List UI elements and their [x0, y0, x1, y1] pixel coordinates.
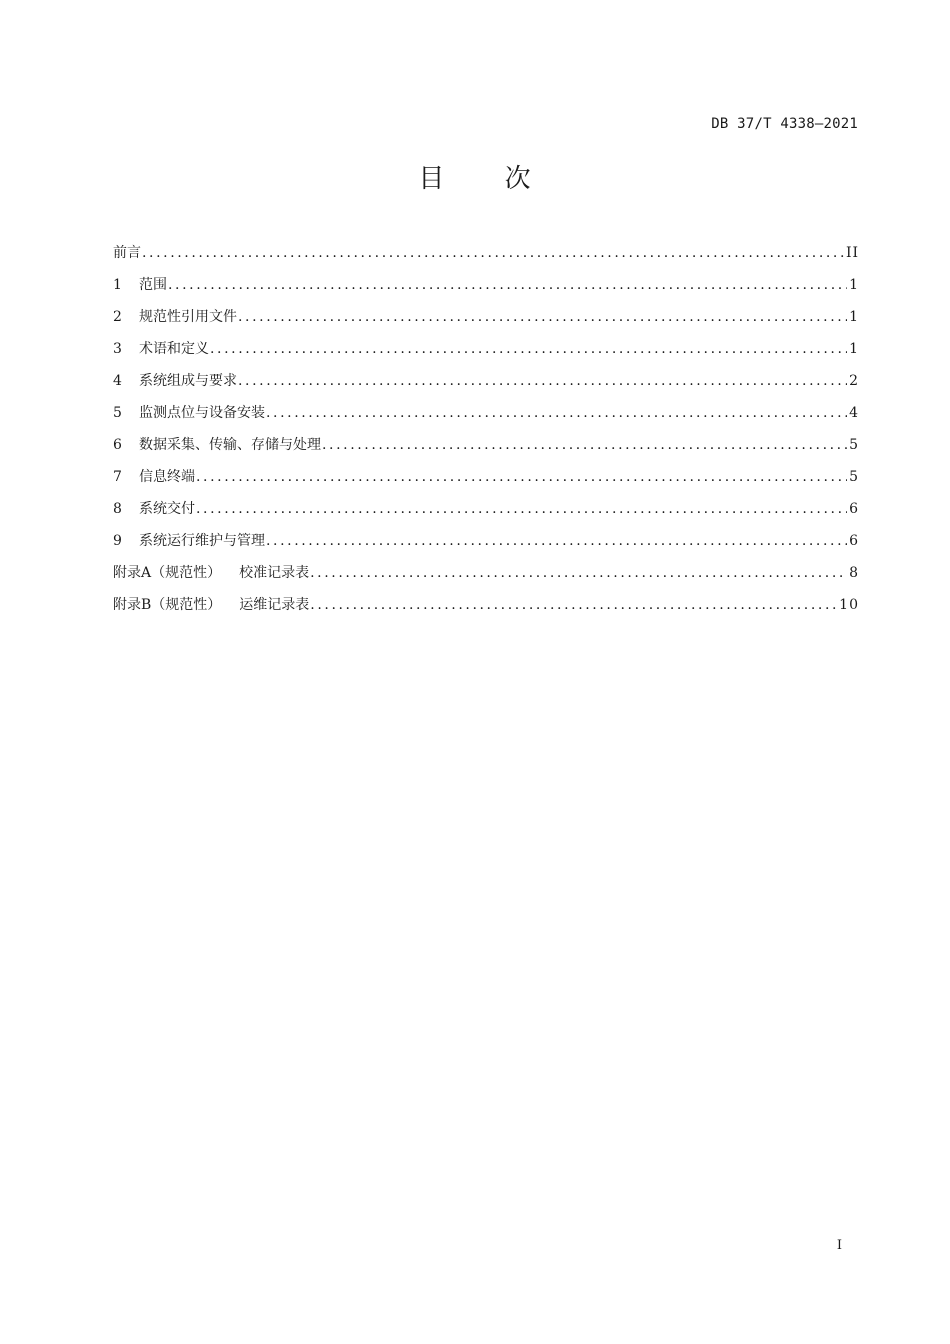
toc-entry-page: 10: [839, 597, 859, 613]
page-title: 目 次: [418, 164, 557, 194]
toc-dot-leader: [210, 339, 847, 359]
toc-dot-leader: [266, 531, 847, 551]
toc-entry-number: 5: [113, 405, 122, 421]
toc-entry[interactable]: [113, 307, 859, 339]
toc-entry-appendix-label: 附录B（规范性）: [113, 597, 222, 613]
toc-entry-page: 5: [849, 469, 859, 485]
toc-entry-title: 信息终端: [139, 469, 195, 485]
toc-entry-title: 前言: [113, 245, 141, 261]
table-of-contents: [113, 243, 859, 627]
toc-entry-title: 系统交付: [139, 501, 195, 517]
toc-entry-appendix-label: 附录A（规范性）: [113, 565, 222, 581]
toc-entry-page: 1: [849, 341, 859, 357]
toc-entry-title: 系统组成与要求: [139, 373, 237, 389]
page-number: I: [836, 1238, 842, 1253]
toc-dot-leader: [310, 595, 837, 615]
toc-entry-title: 术语和定义: [139, 341, 209, 357]
toc-entry-number: 2: [113, 309, 122, 325]
toc-entry-page: 6: [849, 501, 859, 517]
toc-entry-number: 8: [113, 501, 122, 517]
toc-entry[interactable]: [113, 243, 859, 275]
toc-entry[interactable]: [113, 595, 859, 627]
toc-entry-page: 1: [849, 309, 859, 325]
toc-entry-title: 规范性引用文件: [139, 309, 237, 325]
toc-entry-page: 1: [849, 277, 859, 293]
toc-entry-title: 校准记录表: [239, 565, 310, 581]
toc-entry-number: 1: [113, 277, 122, 293]
toc-entry-page: 4: [849, 405, 859, 421]
toc-entry-page: 5: [849, 437, 859, 453]
toc-entry-title: 运维记录表: [239, 597, 310, 613]
toc-dot-leader: [142, 243, 844, 263]
toc-dot-leader: [266, 403, 847, 423]
toc-entry[interactable]: [113, 403, 859, 435]
toc-dot-leader: [196, 499, 847, 519]
standard-code: DB 37/T 4338—2021: [711, 116, 858, 132]
toc-dot-leader: [238, 307, 847, 327]
toc-entry-number: 3: [113, 341, 122, 357]
toc-entry[interactable]: [113, 563, 859, 595]
toc-entry[interactable]: [113, 499, 859, 531]
toc-entry[interactable]: [113, 467, 859, 499]
toc-entry[interactable]: [113, 435, 859, 467]
toc-entry[interactable]: [113, 339, 859, 371]
toc-entry-number: 7: [113, 469, 122, 485]
toc-dot-leader: [322, 435, 847, 455]
toc-entry[interactable]: [113, 531, 859, 563]
toc-entry-page: 6: [849, 533, 859, 549]
toc-entry-number: 9: [113, 533, 122, 549]
toc-entry-title: 监测点位与设备安装: [139, 405, 265, 421]
toc-dot-leader: [310, 563, 847, 583]
toc-dot-leader: [238, 371, 847, 391]
toc-entry[interactable]: [113, 275, 859, 307]
toc-entry[interactable]: [113, 371, 859, 403]
toc-entry-page: II: [845, 245, 859, 261]
toc-entry-number: 6: [113, 437, 122, 453]
toc-entry-page: 8: [849, 565, 859, 581]
toc-dot-leader: [196, 467, 847, 487]
toc-dot-leader: [168, 275, 847, 295]
toc-entry-title: 数据采集、传输、存储与处理: [139, 437, 321, 453]
toc-entry-title: 范围: [139, 277, 167, 293]
toc-entry-title: 系统运行维护与管理: [139, 533, 265, 549]
toc-entry-page: 2: [849, 373, 859, 389]
toc-entry-number: 4: [113, 373, 122, 389]
